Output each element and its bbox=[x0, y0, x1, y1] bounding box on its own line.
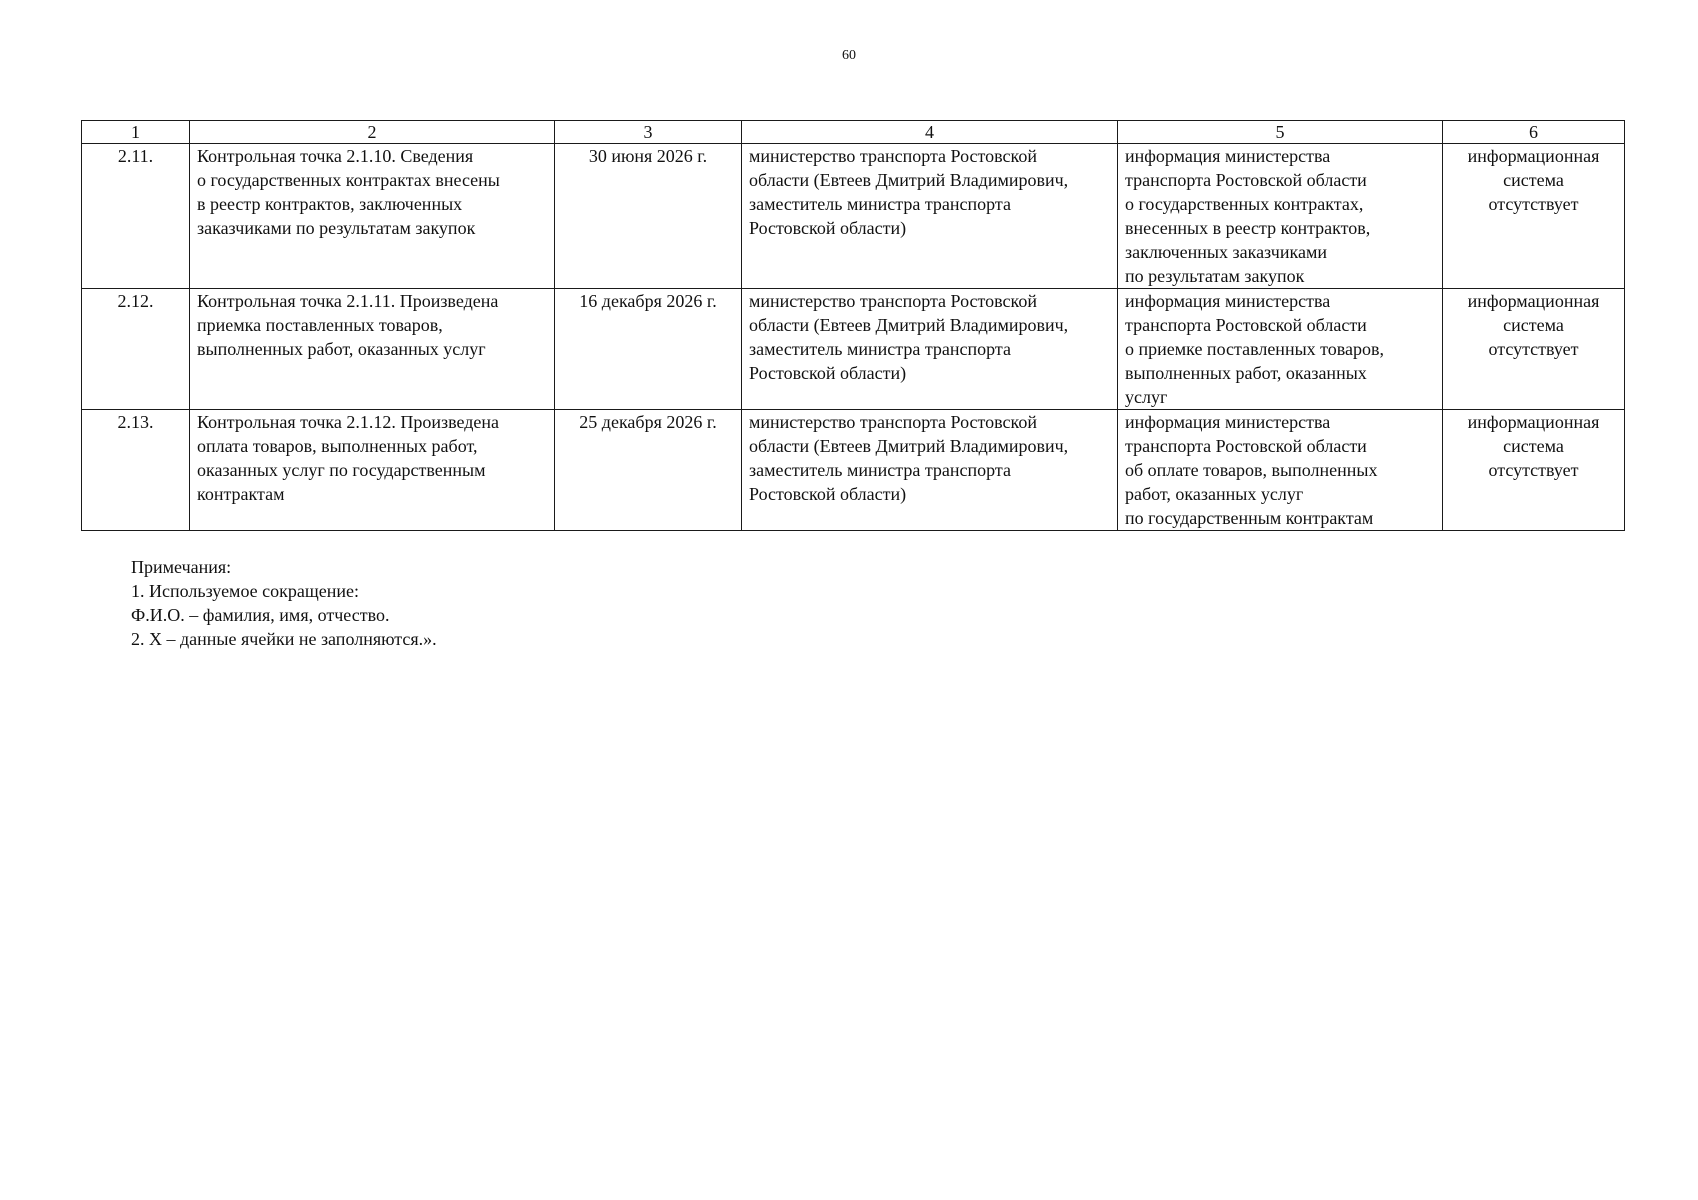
table-row bbox=[82, 410, 1625, 531]
control-point-description: Контрольная точка 2.1.11. Произведена приемка поставленных товаров, выполненных работ, оказанных услуг bbox=[197, 291, 499, 359]
responsible-executor: министерство транспорта Ростовской области (Евтеев Дмитрий Владимирович, заместитель министра транспорта Ростовской области) bbox=[749, 412, 1069, 504]
responsible-executor: министерство транспорта Ростовской области (Евтеев Дмитрий Владимирович, заместитель министра транспорта Ростовской области) bbox=[749, 146, 1069, 238]
deadline-date: 25 декабря 2026 г. bbox=[579, 412, 717, 432]
note-item: 2. Х – данные ячейки не заполняются.». bbox=[131, 629, 437, 649]
control-points-table bbox=[81, 120, 1625, 531]
column-header: 1 bbox=[82, 121, 190, 144]
deadline-date: 30 июня 2026 г. bbox=[588, 146, 708, 166]
page-number: 60 bbox=[842, 48, 856, 63]
notes-section bbox=[131, 555, 437, 651]
information-system: информационная система отсутствует bbox=[1467, 412, 1600, 480]
control-point-description: Контрольная точка 2.1.10. Сведения о государственных контрактах внесены в реестр контрактов, заключенных заказчиками по результатам закупок bbox=[197, 146, 500, 238]
column-header: 3 bbox=[555, 121, 742, 144]
responsible-executor: министерство транспорта Ростовской области (Евтеев Дмитрий Владимирович, заместитель министра транспорта Ростовской области) bbox=[749, 291, 1069, 383]
control-point-description: Контрольная точка 2.1.12. Произведена оплата товаров, выполненных работ, оказанных услуг по государственным контрактам bbox=[197, 412, 500, 504]
column-header: 6 bbox=[1443, 121, 1625, 144]
note-item: Ф.И.О. – фамилия, имя, отчество. bbox=[131, 605, 390, 625]
deadline-date: 16 декабря 2026 г. bbox=[579, 291, 717, 311]
confirming-document: информация министерства транспорта Ростовской области о приемке поставленных товаров, выполненных работ, оказанных услуг bbox=[1125, 291, 1385, 407]
table-row bbox=[82, 144, 1625, 289]
confirming-document: информация министерства транспорта Ростовской области о государственных контрактах, внесенных в реестр контрактов, заключенных заказчиками по результатам закупок bbox=[1125, 146, 1371, 286]
column-header: 2 bbox=[190, 121, 555, 144]
row-number: 2.13. bbox=[117, 412, 154, 432]
confirming-document: информация министерства транспорта Ростовской области об оплате товаров, выполненных работ, оказанных услуг по государственным контрактам bbox=[1125, 412, 1378, 528]
table-header-row bbox=[82, 121, 1625, 144]
row-number: 2.11. bbox=[117, 146, 154, 166]
information-system: информационная система отсутствует bbox=[1467, 291, 1600, 359]
table-row bbox=[82, 289, 1625, 410]
information-system: информационная система отсутствует bbox=[1467, 146, 1600, 214]
row-number: 2.12. bbox=[117, 291, 154, 311]
note-item: 1. Используемое сокращение: bbox=[131, 581, 359, 601]
column-header: 5 bbox=[1118, 121, 1443, 144]
column-header: 4 bbox=[742, 121, 1118, 144]
notes-title: Примечания: bbox=[131, 557, 232, 577]
